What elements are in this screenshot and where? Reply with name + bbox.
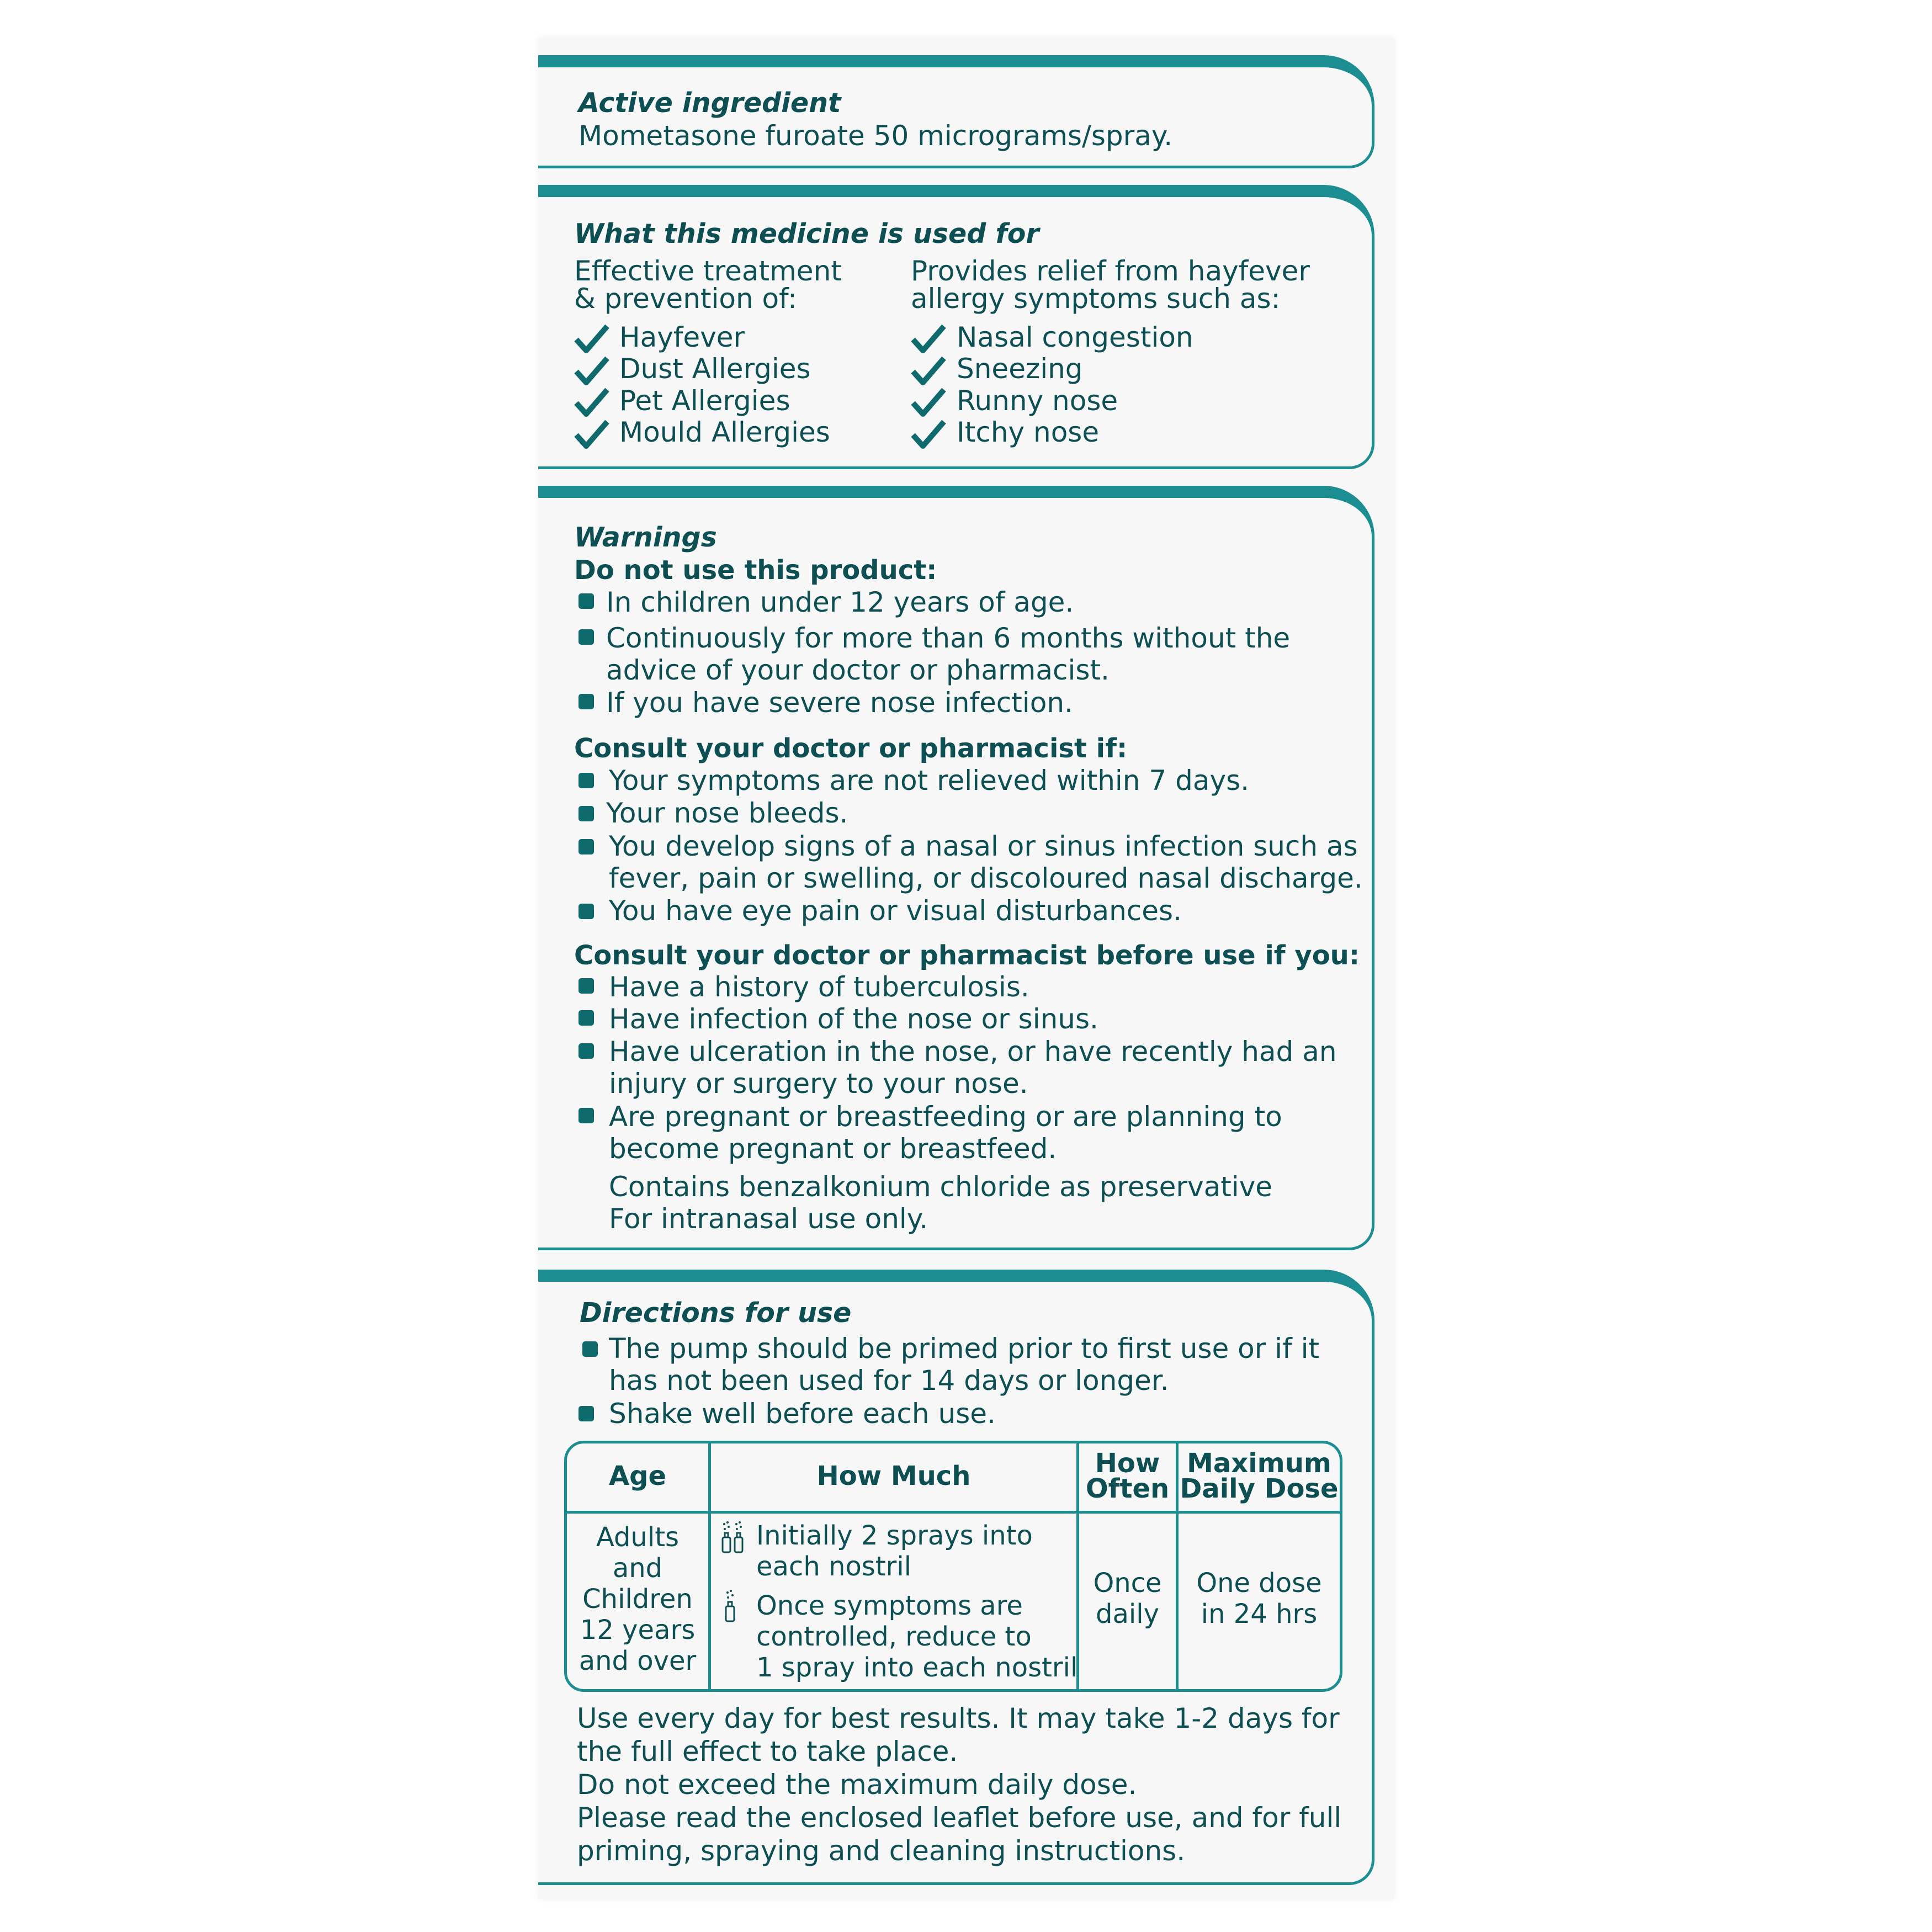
how-much-reduce-line: controlled, reduce to [756, 1621, 1032, 1652]
check-icon [911, 418, 946, 450]
directions-footer-line: Please read the enclosed leaflet before use, and for full [577, 1802, 1342, 1834]
active-ingredient-text: Mometasone furoate 50 micrograms/spray. [578, 120, 1173, 152]
how-much-initial-line: Initially 2 sprays into [756, 1520, 1033, 1551]
table-age-line: 12 years [580, 1615, 696, 1646]
do-not-use-title: Do not use this product: [574, 555, 937, 586]
check-icon [574, 355, 609, 387]
do-not-use-item-cont: advice of your doctor or pharmacist. [606, 654, 1110, 686]
max-dose-line: One dose [1196, 1568, 1322, 1599]
bullet-icon [578, 904, 594, 919]
warnings-heading: Warnings [574, 522, 717, 553]
check-icon [911, 323, 946, 355]
uses-heading: What this medicine is used for [574, 218, 1039, 250]
how-much-initial-line: each nostril [756, 1551, 912, 1582]
preservative-note: Contains benzalkonium chloride as preservative [609, 1171, 1273, 1203]
directions-item: The pump should be primed prior to first use or if it [609, 1333, 1320, 1365]
uses-right-item: Itchy nose [957, 416, 1100, 448]
uses-left-item: Dust Allergies [619, 353, 811, 385]
consult-before-item-cont: injury or surgery to your nose. [609, 1068, 1028, 1100]
how-much-reduce-line: 1 spray into each nostril [756, 1652, 1078, 1683]
table-header-max-dose-2: Daily Dose [1180, 1473, 1339, 1504]
table-header-divider [564, 1511, 1342, 1514]
directions-heading: Directions for use [580, 1297, 852, 1329]
consult-if-title: Consult your doctor or pharmacist if: [574, 733, 1128, 764]
bullet-icon [578, 1043, 594, 1059]
bullet-icon [578, 806, 594, 821]
consult-before-item: Have infection of the nose or sinus. [609, 1003, 1098, 1035]
table-header-age: Age [608, 1461, 667, 1492]
bullet-icon [578, 629, 594, 645]
how-often-line: Once [1093, 1568, 1162, 1599]
consult-if-item: Your nose bleeds. [606, 797, 848, 829]
bullet-icon [578, 978, 594, 994]
directions-footer-line: priming, spraying and cleaning instructions. [577, 1835, 1186, 1867]
uses-right-intro-1: Provides relief from hayfever [911, 255, 1310, 287]
active-ingredient-heading: Active ingredient [578, 87, 841, 119]
uses-left-item: Pet Allergies [619, 385, 790, 417]
consult-before-title: Consult your doctor or pharmacist before use if you: [574, 940, 1360, 971]
check-icon [911, 386, 946, 418]
consult-if-item: Your symptoms are not relieved within 7 days. [609, 765, 1250, 797]
table-header-how-often-1: How [1095, 1448, 1160, 1479]
do-not-use-item: Continuously for more than 6 months without the [606, 622, 1291, 654]
consult-before-item: Are pregnant or breastfeeding or are planning to [609, 1101, 1282, 1133]
bullet-icon [578, 839, 594, 854]
check-icon [574, 386, 609, 418]
consult-if-item-cont: fever, pain or swelling, or discoloured nasal discharge. [609, 862, 1363, 894]
one-spray-icon [722, 1589, 739, 1623]
table-header-how-much: How Much [816, 1461, 971, 1492]
uses-right-item: Runny nose [957, 385, 1118, 417]
uses-left-item: Hayfever [619, 321, 745, 353]
do-not-use-item: In children under 12 years of age. [606, 586, 1074, 618]
uses-right-item: Sneezing [957, 353, 1083, 385]
bullet-icon [578, 1406, 594, 1421]
table-age-line: and over [578, 1646, 697, 1676]
table-age-line: and [612, 1553, 663, 1584]
uses-left-intro-1: Effective treatment [574, 255, 842, 287]
how-much-reduce-line: Once symptoms are [756, 1590, 1023, 1621]
check-icon [574, 418, 609, 450]
table-age-line: Adults [596, 1522, 680, 1553]
consult-before-item: Have ulceration in the nose, or have recently had an [609, 1036, 1337, 1068]
directions-footer-line: Do not exceed the maximum daily dose. [577, 1769, 1137, 1801]
table-age-line: Children [582, 1584, 693, 1615]
consult-before-item-cont: become pregnant or breastfeed. [609, 1133, 1057, 1165]
directions-item: Shake well before each use. [609, 1398, 996, 1430]
bullet-icon [578, 1108, 594, 1123]
table-header-how-often-2: Often [1085, 1473, 1170, 1504]
do-not-use-item: If you have severe nose infection. [606, 687, 1073, 719]
check-icon [911, 355, 946, 387]
bullet-icon [578, 694, 594, 709]
consult-before-item: Have a history of tuberculosis. [609, 971, 1029, 1003]
how-often-line: daily [1096, 1599, 1159, 1630]
uses-right-intro-2: allergy symptoms such as: [911, 283, 1281, 315]
bullet-icon [578, 593, 594, 609]
directions-item-cont: has not been used for 14 days or longer. [609, 1365, 1169, 1397]
consult-if-item: You develop signs of a nasal or sinus infection such as [609, 830, 1358, 862]
uses-right-item: Nasal congestion [957, 321, 1193, 353]
consult-if-item: You have eye pain or visual disturbances. [609, 895, 1182, 927]
bullet-icon [578, 1010, 594, 1026]
two-sprays-icon [719, 1521, 747, 1554]
intranasal-note: For intranasal use only. [609, 1203, 928, 1235]
bullet-icon [582, 1341, 598, 1357]
directions-footer-line: Use every day for best results. It may take 1-2 days for [577, 1702, 1340, 1734]
uses-left-item: Mould Allergies [619, 416, 830, 448]
table-header-max-dose-1: Maximum [1187, 1448, 1331, 1479]
uses-left-intro-2: & prevention of: [574, 283, 797, 315]
check-icon [574, 323, 609, 355]
directions-footer-line: the full effect to take place. [577, 1735, 958, 1768]
bullet-icon [578, 773, 594, 788]
max-dose-line: in 24 hrs [1201, 1599, 1318, 1630]
